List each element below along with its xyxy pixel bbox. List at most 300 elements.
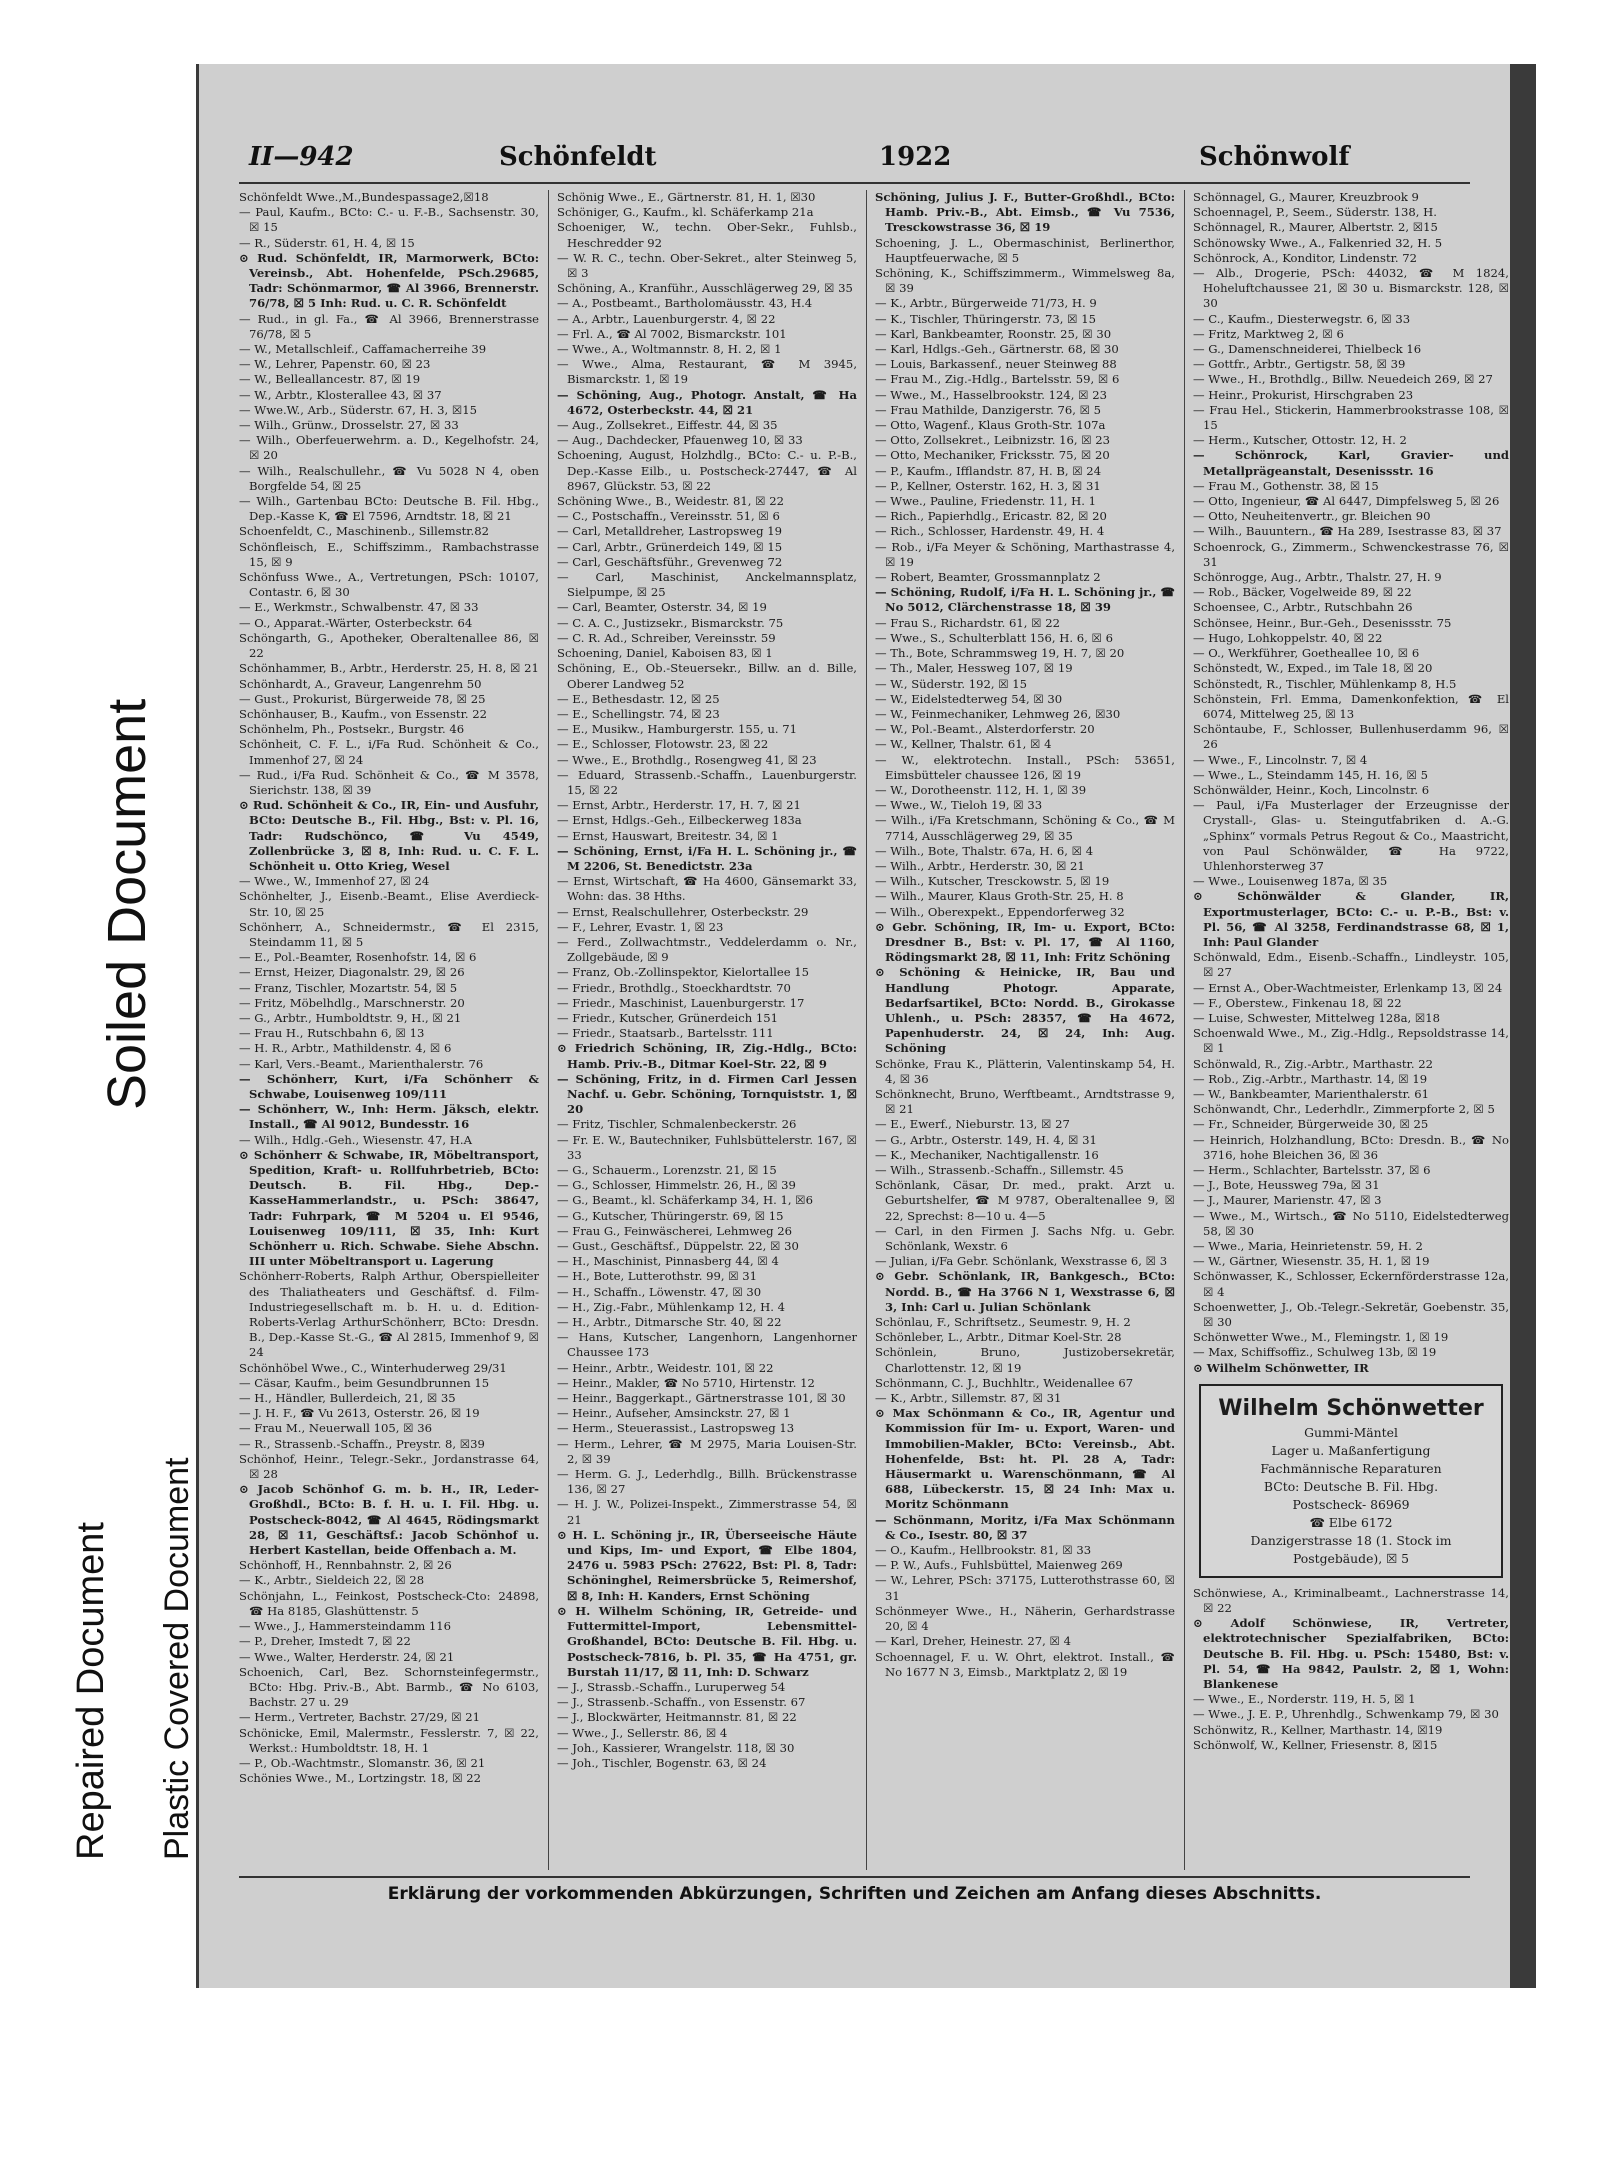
directory-entry: Schönfuss Wwe., A., Vertretungen, PSch: 10107, Contastr. 6, ☒ 30 [239, 570, 539, 600]
directory-entry: — H. J. W., Polizei-Inspekt., Zimmerstrasse 54, ☒ 21 [557, 1497, 857, 1527]
directory-entry: — Th., Bote, Schrammsweg 19, H. 7, ☒ 20 [875, 646, 1125, 661]
directory-entry: — W., Belleallancestr. 87, ☒ 19 [239, 372, 421, 387]
directory-entry: — Fritz, Möbelhdlg., Marschnerstr. 20 [239, 995, 465, 1010]
advertisement-lines [1207, 1424, 1495, 1568]
column-4-entries-after-ad [1193, 1586, 1509, 1753]
directory-entry: — Wilh., Strassenb.-Schaffn., Sillemstr. 45 [875, 1163, 1124, 1177]
directory-entry: — Frau S., Richardstr. 61, ☒ 22 [875, 615, 1060, 630]
directory-column-1 [239, 190, 539, 1870]
directory-entry: Schönwälder, Heinr., Koch, Lincolnstr. 6 [1193, 782, 1430, 797]
directory-entry: Schönies Wwe., M., Lortzingstr. 18, ☒ 22 [239, 1771, 482, 1786]
advertisement-line: Postscheck- 86969 [1292, 1496, 1410, 1512]
directory-entry: — W., Pol.-Beamt., Alsterdorferstr. 20 [875, 722, 1095, 737]
directory-entry: — Wwe., Walter, Herderstr. 24, ☒ 21 [239, 1649, 455, 1664]
directory-entry: ⊙ Gebr. Schöning, IR, Im- u. Export, BCto: Dresdner B., Bst: v. Pl. 17, ☎ Al 1160, Rödingsmarkt 28, ☒ 11, Inh: Fritz Schöning [875, 919, 1175, 965]
directory-entry: — Heinr., Baggerkapt., Gärtnerstrasse 101, ☒ 30 [557, 1391, 846, 1406]
directory-entry: — Wilh., Kutscher, Tresckowstr. 5, ☒ 19 [875, 874, 1110, 889]
directory-entry: — J., Maurer, Marienstr. 47, ☒ 3 [1193, 1193, 1382, 1208]
directory-entry: Schönwald, Edm., Eisenb.-Schaffn., Lindleystr. 105, ☒ 27 [1193, 950, 1509, 980]
directory-entry: — W., Arbtr., Klosterallee 43, ☒ 37 [239, 387, 442, 402]
advertisement-line: Gummi-Mäntel [1304, 1424, 1398, 1440]
directory-entry: — R., Strassenb.-Schaffn., Preystr. 8, ☒39 [239, 1436, 485, 1451]
directory-entry: — Heinr., Aufseher, Amsinckstr. 27, ☒ 1 [557, 1406, 791, 1421]
directory-entry: — Fritz, Marktweg 2, ☒ 6 [1193, 326, 1344, 341]
directory-entry: Schönfeldt Wwe.,M.,Bundespassage2,☒18 [239, 190, 489, 204]
directory-entry: Schoensee, C., Arbtr., Rutschbahn 26 [1193, 600, 1413, 615]
directory-entry: — Karl, Bankbeamter, Roonstr. 25, ☒ 30 [875, 326, 1112, 341]
directory-entry: — Friedr., Kutscher, Grünerdeich 151 [557, 1010, 779, 1025]
directory-entry: Schönwiese, A., Kriminalbeamt., Lachnerstrasse 14, ☒ 22 [1193, 1585, 1509, 1616]
directory-entry: ⊙ Gebr. Schönlank, IR, Bankgesch., BCto: Nordd. B., ☎ Ha 3766 N 1, Wexstrasse 6, ☒ 3, Inh: Carl u. Julian Schönlank [875, 1269, 1175, 1314]
directory-entry: Schönwolf, W., Kellner, Friesenstr. 8, ☒15 [1193, 1737, 1438, 1752]
directory-entry: — Wwe., W., Immenhof 27, ☒ 24 [239, 874, 430, 889]
directory-entry: — W., Metallschleif., Caffamacherreihe 39 [239, 342, 487, 357]
directory-entry: — Otto, Wagenf., Klaus Groth-Str. 107a [875, 418, 1106, 433]
directory-entry: — Wilh., Gartenbau BCto: Deutsche B. Fil. Hbg., Dep.-Kasse K, ☎ El 7596, Arndtstr. 18, ☒ 21 [239, 494, 539, 524]
directory-entry: — Ernst, Wirtschaft, ☎ Ha 4600, Gänsemarkt 33, Wohn: das. 38 Hths. [557, 874, 857, 904]
directory-entry: — H. R., Arbtr., Mathildenstr. 4, ☒ 6 [239, 1041, 452, 1056]
advertisement-line: ☎ Elbe 6172 [1309, 1514, 1393, 1530]
soiled-document-label: Soiled Document [97, 698, 157, 1110]
directory-entry: — Julian, i/Fa Gebr. Schönlank, Wexstrasse 6, ☒ 3 [875, 1254, 1168, 1269]
directory-entry: — R., Süderstr. 61, H. 4, ☒ 15 [239, 235, 415, 250]
repaired-document-label: Repaired Document [70, 1522, 112, 1860]
directory-entry: — C. R. Ad., Schreiber, Vereinsstr. 59 [557, 630, 776, 645]
directory-entry: — Robert, Beamter, Grossmannplatz 2 [875, 570, 1101, 585]
directory-entry: — O., Kaufm., Hellbrookstr. 81, ☒ 33 [875, 1543, 1092, 1558]
directory-entry: — Ernst, Hauswart, Breitestr. 34, ☒ 1 [557, 828, 779, 843]
directory-entry: ⊙ Max Schönmann & Co., IR, Agentur und Kommission für Im- u. Export, Waren- und Immobilien-Makler, BCto: Vereinsb., Abt. Hohenfelde, Bst: ht. Pl. 28 A, Tadr: Häusermarkt u. Warenschönmann, ☎ Al 688, Lübeckerstr. 15, ☒ 24 Inh: Max u. Moritz Schönmann [875, 1406, 1175, 1512]
directory-entry: — Gottfr., Arbtr., Gertigstr. 58, ☒ 39 [1193, 357, 1406, 372]
directory-entry: — Ernst, Hdlgs.-Geh., Eilbeckerweg 183a [557, 813, 802, 828]
directory-entry: — C., Postschaffn., Vereinsstr. 51, ☒ 6 [557, 509, 780, 524]
directory-entry: Schönrock, A., Konditor, Lindenstr. 72 [1193, 250, 1418, 265]
directory-entry: — E., Bethesdastr. 12, ☒ 25 [557, 691, 720, 706]
directory-entry: — Schönmann, Moritz, i/Fa Max Schönmann & Co., Isestr. 80, ☒ 37 [875, 1512, 1175, 1542]
directory-entry: Schöning Wwe., B., Weidestr. 81, ☒ 22 [557, 494, 784, 509]
directory-entry: — O., Werkführer, Goetheallee 10, ☒ 6 [1193, 646, 1420, 661]
directory-entry: — Wilh., Realschullehr., ☎ Vu 5028 N 4, oben Borgfelde 54, ☒ 25 [239, 463, 539, 493]
directory-entry: — H., Händler, Bullerdeich, 21, ☒ 35 [239, 1391, 456, 1406]
directory-entry: ⊙ Schönherr & Schwabe, IR, Möbeltransport, Spedition, Kraft- u. Rollfuhrbetrieb, BCto: Deutsch. B. Fil. Hbg., Dep.-KasseHammerlandstr., u. PSch: 38647, Tadr: Fuhrpark, ☎ M 5204 u. El 9546, Louisenweg 109/111, ☒ 35, Inh: Kurt Schönherr u. Rich. Schwabe. Siehe Abschn. III unter Möbeltransport u. Lagerung [239, 1147, 539, 1269]
directory-entry: — Rud., i/Fa Rud. Schönheit & Co., ☎ M 3578, Sierichstr. 138, ☒ 39 [239, 767, 539, 797]
directory-entry: — Wilh., i/Fa Kretschmann, Schöning & Co., ☎ M 7714, Ausschlägerweg 29, ☒ 35 [875, 813, 1175, 843]
directory-entry: — Wwe., A., Woltmannstr. 8, H. 2, ☒ 1 [557, 342, 782, 357]
directory-entry: — Otto, Mechaniker, Fricksstr. 75, ☒ 20 [875, 448, 1110, 463]
directory-entry: Schönhoff, H., Rennbahnstr. 2, ☒ 26 [239, 1558, 452, 1573]
directory-entry: Schönlein, Bruno, Justizobersekretär, Charlottenstr. 12, ☒ 19 [875, 1345, 1175, 1375]
directory-entry: Schönwald, R., Zig.-Arbtr., Marthastr. 22 [1193, 1056, 1433, 1071]
directory-column-3 [875, 190, 1175, 1870]
directory-entry: Schoening, Daniel, Kaboisen 83, ☒ 1 [557, 646, 773, 661]
directory-entry: — W., elektrotechn. Install., PSch: 53651, Eimsbütteler chaussee 126, ☒ 19 [875, 752, 1175, 782]
directory-entry: — Hans, Kutscher, Langenhorn, Langenhorner Chaussee 173 [557, 1330, 857, 1360]
directory-entry: — H., Bote, Lutterothstr. 99, ☒ 31 [557, 1269, 758, 1284]
plastic-covered-document-label: Plastic Covered Document [158, 1457, 196, 1860]
directory-entry: — Friedr., Maschinist, Lauenburgerstr. 17 [557, 995, 805, 1010]
directory-entry: — A., Arbtr., Lauenburgerstr. 4, ☒ 22 [557, 311, 776, 326]
directory-entry: Schöning, A., Kranführ., Ausschlägerweg 29, ☒ 35 [557, 281, 853, 296]
directory-entry: Schöngarth, G., Apotheker, Oberaltenallee 86, ☒ 22 [239, 630, 539, 661]
directory-entry: — Paul, Kaufm., BCto: C.- u. F.-B., Sachsenstr. 30, ☒ 15 [239, 205, 539, 235]
directory-entry: — P., Kaufm., Ifflandstr. 87, H. B, ☒ 24 [875, 463, 1102, 478]
directory-entry: — Th., Maler, Hessweg 107, ☒ 19 [875, 661, 1073, 676]
directory-entry: Schoennagel, P., Seem., Süderstr. 138, H. [1193, 205, 1437, 220]
directory-entry: Schoenfeldt, C., Maschinenb., Sillemstr.82 [239, 524, 489, 539]
directory-entry: — C. A. C., Justizsekr., Bismarckstr. 75 [557, 615, 784, 630]
directory-entry: Schönstedt, W., Exped., im Tale 18, ☒ 20 [1193, 661, 1433, 676]
directory-entry: — Otto, Ingenieur, ☎ Al 6447, Dimpfelsweg 5, ☒ 26 [1193, 494, 1500, 509]
advertisement-title: Wilhelm Schönwetter [1218, 1395, 1484, 1421]
directory-entry: — E., Schlosser, Flotowstr. 23, ☒ 22 [557, 737, 769, 752]
directory-entry: — O., Apparat.-Wärter, Osterbeckstr. 64 [239, 615, 473, 630]
directory-entry: — Rich., Papierhdlg., Ericastr. 82, ☒ 20 [875, 509, 1107, 524]
directory-entry: — E., Schellingstr. 74, ☒ 23 [557, 706, 720, 721]
directory-entry: — F., Oberstew., Finkenau 18, ☒ 22 [1193, 995, 1402, 1010]
directory-entry: — J., Strassb.-Schaffn., Luruperweg 54 [557, 1679, 786, 1694]
advertisement-line: Lager u. Maßanfertigung [1271, 1442, 1431, 1458]
header-first-word: Schönfeldt [499, 142, 657, 172]
directory-entry: — Rich., Schlosser, Hardenstr. 49, H. 4 [875, 524, 1105, 539]
directory-entry: — Heinr., Makler, ☎ No 5710, Hirtenstr. 12 [557, 1375, 815, 1390]
directory-entry: — Schönrock, Karl, Gravier- und Metallprägeanstalt, Desenissstr. 16 [1193, 448, 1509, 478]
directory-entry: Schönnagel, G., Maurer, Kreuzbrook 9 [1193, 190, 1419, 204]
directory-entry: — W., Kellner, Thalstr. 61, ☒ 4 [875, 737, 1052, 752]
directory-entry: — Herm., Lehrer, ☎ M 2975, Maria Louisen-Str. 2, ☒ 39 [557, 1436, 857, 1466]
directory-entry: — P., Dreher, Imstedt 7, ☒ 22 [239, 1634, 411, 1649]
directory-entry: Schönhelm, Ph., Postsekr., Burgstr. 46 [239, 722, 465, 737]
directory-entry: Schöntaube, F., Schlosser, Bullenhuserdamm 96, ☒ 26 [1193, 722, 1509, 752]
directory-entry: — J., Strassenb.-Schaffn., von Essenstr. 67 [557, 1695, 806, 1710]
directory-entry: — Wilh., Hdlg.-Geh., Wiesenstr. 47, H.A [239, 1132, 472, 1147]
directory-entry: — G., Schlosser, Himmelstr. 26, H., ☒ 39 [557, 1178, 796, 1193]
directory-entry: Schoenwetter, J., Ob.-Telegr.-Sekretär, Goebenstr. 35, ☒ 30 [1193, 1299, 1509, 1330]
directory-entry: — Herm., Kutscher, Ottostr. 12, H. 2 [1193, 433, 1407, 448]
directory-entry: Schoenrock, G., Zimmerm., Schwenckestrasse 76, ☒ 31 [1193, 539, 1509, 569]
directory-entry: — Frau M., Gothenstr. 38, ☒ 15 [1193, 478, 1379, 493]
directory-entry: ⊙ Wilhelm Schönwetter, IR [1193, 1360, 1369, 1375]
directory-entry: Schönherr, A., Schneidermstr., ☎ El 2315, Steindamm 11, ☒ 5 [239, 919, 539, 949]
directory-entry: — J., Bote, Heussweg 79a, ☒ 31 [1193, 1178, 1380, 1193]
directory-entry: — C., Kaufm., Diesterwegstr. 6, ☒ 33 [1193, 311, 1411, 326]
directory-entry: ⊙ Rud. Schönheit & Co., IR, Ein- und Ausfuhr, BCto: Deutsche B., Fil. Hbg., Bst: v. Pl. 16, Tadr: Rudschönco, ☎ Vu 4549, Zollenbrücke 3, ☒ 8, Inh: Rud. u. C. F. L. Schönheit u. Otto Krieg, Wesel [239, 798, 539, 873]
directory-entry: — E., Werkmstr., Schwalbenstr. 47, ☒ 33 [239, 600, 479, 615]
directory-entry: — Rob., i/Fa Meyer & Schöning, Marthastrasse 4, ☒ 19 [875, 539, 1175, 569]
directory-entry: — Heinr., Arbtr., Weidestr. 101, ☒ 22 [557, 1360, 774, 1375]
directory-entry: Schönicke, Emil, Malermstr., Fesslerstr. 7, ☒ 22, Werkst.: Humboldtstr. 18, H. 1 [239, 1725, 539, 1755]
directory-entry: — Carl, Arbtr., Grünerdeich 149, ☒ 15 [557, 539, 783, 554]
directory-entry: — Aug., Dachdecker, Pfauenweg 10, ☒ 33 [557, 433, 803, 448]
directory-entry: — K., Arbtr., Bürgerweide 71/73, H. 9 [875, 296, 1097, 311]
directory-entry: Schönherr-Roberts, Ralph Arthur, Oberspielleiter des Thaliatheaters und Geschäftsf. d. Film-Industriegesellschaft m. b. H. u. d. Edition-Roberts-Verlag ArthurSchönherr, BCto: Dresdn. B., Dep.-Kasse St.-G., ☎ Al 2815, Immenhof 9, ☒ 24 [239, 1269, 539, 1360]
directory-entry: Schönstein, Frl. Emma, Damenkonfektion, ☎ El 6074, Mittelweg 25, ☒ 13 [1193, 691, 1509, 721]
directory-entry: — W., Dorotheenstr. 112, H. 1, ☒ 39 [875, 782, 1087, 797]
directory-entry: Schöning, Julius J. F., Butter-Großhdl., BCto: Hamb. Priv.-B., Abt. Eimsb., ☎ Vu 7536, Tresckowstrasse 36, ☒ 19 [875, 190, 1175, 235]
directory-entry: Schönwitz, R., Kellner, Marthastr. 14, ☒19 [1193, 1722, 1443, 1737]
column-4-entries [1193, 190, 1509, 1376]
directory-entry: — Wwe., M., Hasselbrookstr. 124, ☒ 23 [875, 387, 1107, 402]
directory-entry: — W., Feinmechaniker, Lehmweg 26, ☒30 [875, 706, 1121, 721]
directory-entry: — J., Blockwärter, Heitmannstr. 81, ☒ 22 [557, 1710, 797, 1725]
directory-entry: — Schöning, Rudolf, i/Fa H. L. Schöning jr., ☎ No 5012, Clärchenstrasse 18, ☒ 39 [875, 585, 1175, 615]
directory-entry: — Schöning, Ernst, i/Fa H. L. Schöning jr., ☎ M 2206, St. Benedictstr. 23a [557, 843, 857, 873]
directory-entry: — Carl, in den Firmen J. Sachs Nfg. u. Gebr. Schönlank, Wexstr. 6 [875, 1223, 1175, 1254]
directory-entry: Schönrogge, Aug., Arbtr., Thalstr. 27, H. 9 [1193, 570, 1442, 585]
directory-entry: — Wwe., J., Hammersteindamm 116 [239, 1619, 452, 1634]
directory-entry: — G., Arbtr., Osterstr. 149, H. 4, ☒ 31 [875, 1132, 1097, 1147]
directory-entry: — Rud., in gl. Fa., ☎ Al 3966, Brennerstrasse 76/78, ☒ 5 [239, 311, 539, 341]
directory-entry: Schoening, J. L., Obermaschinist, Berlinerthor, Hauptfeuerwache, ☒ 5 [875, 235, 1175, 265]
directory-entry: — Fritz, Tischler, Schmalenbeckerstr. 26 [557, 1117, 797, 1132]
footer-rule [239, 1876, 1470, 1878]
advertisement-line: Danzigerstrasse 18 (1. Stock im Postgebäude), ☒ 5 [1250, 1532, 1452, 1566]
directory-entry: — Herm., Vertreter, Bachstr. 27/29, ☒ 21 [239, 1710, 481, 1725]
directory-entry: — Friedr., Brothdlg., Stoeckhardtstr. 70 [557, 980, 791, 995]
directory-entry: — Gust., Geschäftsf., Düppelstr. 22, ☒ 30 [557, 1239, 799, 1254]
directory-entry: — Franz, Tischler, Mozartstr. 54, ☒ 5 [239, 980, 458, 995]
directory-entry: — Wilh., Maurer, Klaus Groth-Str. 25, H. 8 [875, 889, 1124, 904]
directory-entry: — W., Süderstr. 192, ☒ 15 [875, 676, 1028, 691]
directory-entry: — Wwe., L., Steindamm 145, H. 16, ☒ 5 [1193, 767, 1428, 782]
directory-entry: — P. W., Aufs., Fuhlsbüttel, Maienweg 269 [875, 1558, 1123, 1573]
directory-entry: — Frau Hel., Stickerin, Hammerbrookstrasse 108, ☒ 15 [1193, 402, 1509, 433]
directory-entry: Schönheit, C. F. L., i/Fa Rud. Schönheit & Co., Immenhof 27, ☒ 24 [239, 737, 539, 767]
directory-entry: — Hugo, Lohkoppelstr. 40, ☒ 22 [1193, 630, 1383, 645]
directory-entry: Schönmann, C. J., Buchhltr., Weidenallee 67 [875, 1375, 1134, 1390]
directory-entry: Schönwasser, K., Schlosser, Eckernförderstrasse 12a, ☒ 4 [1193, 1269, 1509, 1299]
directory-entry: — K., Tischler, Thüringerstr. 73, ☒ 15 [875, 311, 1096, 326]
directory-entry: — Heinrich, Holzhandlung, BCto: Dresdn. B., ☎ No 3716, hohe Bleichen 36, ☒ 36 [1193, 1132, 1509, 1162]
directory-entry: — Rob., Zig.-Arbtr., Marthastr. 14, ☒ 19 [1193, 1071, 1428, 1086]
directory-entry: Schoenich, Carl, Bez. Schornsteinfegermstr., BCto: Hbg. Priv.-B., Abt. Barmb., ☎ No 6103, Bachstr. 27 u. 29 [239, 1664, 539, 1710]
directory-entry: — Karl, Hdlgs.-Geh., Gärtnerstr. 68, ☒ 30 [875, 342, 1119, 357]
directory-entry: — Carl, Geschäftsführ., Grevenweg 72 [557, 554, 783, 569]
directory-entry: ⊙ Schöning & Heinicke, IR, Bau und Handlung Photogr. Apparate, Bedarfsartikel, BCto: Nordd. B., Girokasse Uhlenh., u. PSch: 28357, ☎ Ha 4672, Papenhuderstr. 24, ☒ 24, Inh: Aug. Schöning [875, 965, 1175, 1056]
directory-entry: — W., Lehrer, Papenstr. 60, ☒ 23 [239, 357, 431, 372]
directory-entry: Schönknecht, Bruno, Werftbeamt., Arndtstrasse 9, ☒ 21 [875, 1086, 1175, 1117]
directory-entry: — Friedr., Staatsarb., Bartelsstr. 111 [557, 1026, 774, 1041]
directory-entry: — Frl. A., ☎ Al 7002, Bismarckstr. 101 [557, 326, 787, 341]
directory-entry: — Herm., Schlachter, Bartelsstr. 37, ☒ 6 [1193, 1163, 1431, 1177]
directory-entry: Schönhammer, B., Arbtr., Herderstr. 25, H. 8, ☒ 21 [239, 661, 539, 676]
header-last-word: Schönwolf [1199, 142, 1350, 172]
directory-entry: — G., Schauerm., Lorenzstr. 21, ☒ 15 [557, 1163, 777, 1177]
directory-entry: — Schönherr, W., Inh: Herm. Jäksch, elektr. Install., ☎ Al 9012, Bundesstr. 16 [239, 1102, 539, 1132]
directory-entry: Schönnagel, R., Maurer, Albertstr. 2, ☒15 [1193, 220, 1438, 235]
directory-entry: — W., Eidelstedterweg 54, ☒ 30 [875, 691, 1063, 706]
directory-entry: ⊙ Schönwälder & Glander, IR, Exportmusterlager, BCto: C.- u. P.-B., Bst: v. Pl. 56, ☎ Al 3258, Ferdinandstrasse 68, ☒ 1, Inh: Paul Glander [1193, 889, 1509, 949]
directory-entry: Schönjahn, L., Feinkost, Postscheck-Cto: 24898, ☎ Ha 8185, Glashüttenstr. 5 [239, 1588, 539, 1618]
directory-entry: Schönig Wwe., E., Gärtnerstr. 81, H. 1, ☒30 [557, 190, 816, 204]
directory-entry: — Wwe., H., Brothdlg., Billw. Neuedeich 269, ☒ 27 [1193, 372, 1493, 387]
directory-entry: — Wwe., J., Sellerstr. 86, ☒ 4 [557, 1725, 728, 1740]
abbreviations-note: Erklärung der vorkommenden Abkürzungen, Schriften und Zeichen am Anfang dieses Abschnitts. [387, 1884, 1322, 1904]
directory-entry: — Cäsar, Kaufm., beim Gesundbrunnen 15 [239, 1375, 490, 1390]
column-divider [866, 190, 867, 1870]
directory-entry: — Frau Mathilde, Danzigerstr. 76, ☒ 5 [875, 402, 1102, 417]
header-rule [239, 182, 1470, 184]
directory-entry: — Wwe., S., Schulterblatt 156, H. 6, ☒ 6 [875, 630, 1113, 645]
directory-entry: — G., Arbtr., Humboldtstr. 9, H., ☒ 21 [239, 1010, 462, 1025]
directory-entry: — P., Kellner, Osterstr. 162, H. 3, ☒ 31 [875, 478, 1101, 493]
directory-entry: — Wilh., Oberexpekt., Eppendorferweg 32 [875, 904, 1125, 919]
directory-entry: — Ernst, Realschullehrer, Osterbeckstr. 29 [557, 904, 809, 919]
directory-entry: — Heinr., Prokurist, Hirschgraben 23 [1193, 387, 1414, 402]
directory-entry: — Frau M., Zig.-Hdlg., Bartelsstr. 59, ☒ 6 [875, 372, 1120, 387]
directory-entry: Schöning, E., Ob.-Steuersekr., Billw. an d. Bille, Oberer Landweg 52 [557, 661, 857, 691]
directory-entry: Schönhardt, A., Graveur, Langenrehm 50 [239, 676, 482, 691]
directory-entry: Schoenwald Wwe., M., Zig.-Hdlg., Repsoldstrasse 14, ☒ 1 [1193, 1026, 1509, 1056]
directory-entry: — K., Mechaniker, Nachtigallenstr. 16 [875, 1147, 1099, 1162]
directory-entry: — Wwe., Alma, Restaurant, ☎ M 3945, Bismarckstr. 1, ☒ 19 [557, 357, 857, 387]
directory-entry: — Max, Schiffsoffiz., Schulweg 13b, ☒ 19 [1193, 1345, 1437, 1360]
directory-entry: — Aug., Zollsekret., Eiffestr. 44, ☒ 35 [557, 418, 778, 433]
directory-entry: — Wwe., Maria, Heinrietenstr. 59, H. 2 [1193, 1239, 1423, 1254]
directory-entry: Schöniger, G., Kaufm., kl. Schäferkamp 21a [557, 205, 814, 220]
directory-entry: Schönlank, Cäsar, Dr. med., prakt. Arzt u. Geburtshelfer, ☎ M 9787, Oberaltenallee 9, ☒ 22, Sprechst: 8—10 u. 4—5 [875, 1178, 1175, 1223]
directory-entry: — Herm., Steuerassist., Lastropsweg 13 [557, 1421, 795, 1436]
directory-entry: — Wilh., Arbtr., Herderstr. 30, ☒ 21 [875, 858, 1085, 873]
directory-entry: — Otto, Neuheitenvertr., gr. Bleichen 90 [1193, 509, 1431, 524]
directory-entry: — Schönherr, Kurt, i/Fa Schönherr & Schwabe, Louisenweg 109/111 [239, 1071, 539, 1101]
directory-entry: — H., Arbtr., Ditmarsche Str. 40, ☒ 22 [557, 1315, 782, 1330]
directory-columns [239, 190, 1509, 1870]
directory-entry: — F., Lehrer, Evastr. 1, ☒ 23 [557, 919, 724, 934]
directory-entry: — W., Bankbeamter, Marienthalerstr. 61 [1193, 1086, 1430, 1101]
directory-entry: — Joh., Kassierer, Wrangelstr. 118, ☒ 30 [557, 1740, 795, 1755]
directory-entry: — Herm. G. J., Lederhdlg., Billh. Brückenstrasse 136, ☒ 27 [557, 1467, 857, 1497]
directory-entry: — E., Ewerf., Nieburstr. 13, ☒ 27 [875, 1117, 1070, 1132]
directory-entry: Schönwetter Wwe., M., Flemingstr. 1, ☒ 19 [1193, 1330, 1449, 1345]
directory-entry: Schoeniger, W., techn. Ober-Sekr., Fuhlsb., Heschredder 92 [557, 220, 857, 250]
directory-entry: — K., Arbtr., Sieldeich 22, ☒ 28 [239, 1573, 425, 1588]
directory-entry: — E., Pol.-Beamter, Rosenhofstr. 14, ☒ 6 [239, 950, 477, 965]
directory-entry: — Wwe., Pauline, Friedenstr. 11, H. 1 [875, 494, 1096, 509]
directory-entry: Schönhof, Heinr., Telegr.-Sekr., Jordanstrasse 64, ☒ 28 [239, 1451, 539, 1482]
directory-entry: Schoennagel, F. u. W. Ohrt, elektrot. Install., ☎ No 1677 N 3, Eimsb., Marktplatz 2, ☒ 19 [875, 1649, 1175, 1679]
directory-entry: — G., Beamt., kl. Schäferkamp 34, H. 1, ☒6 [557, 1193, 813, 1208]
directory-entry: — Franz, Ob.-Zollinspektor, Kielortallee 15 [557, 965, 810, 980]
directory-entry: — Frau G., Feinwäscherei, Lehmweg 26 [557, 1223, 793, 1238]
directory-entry: ⊙ Rud. Schönfeldt, IR, Marmorwerk, BCto: Vereinsb., Abt. Hohenfelde, PSch.29685, Tadr: Schönmarmor, ☎ Al 3966, Brennerstr. 76/78, ☒ 5 Inh: Rud. u. C. R. Schönfeldt [239, 250, 539, 311]
directory-entry: — Carl, Maschinist, Anckelmannsplatz, Sielpumpe, ☒ 25 [557, 570, 857, 600]
directory-entry: Schönke, Frau K., Plätterin, Valentinskamp 54, H. 4, ☒ 36 [875, 1056, 1175, 1086]
directory-entry: — Wilh., Bauuntern., ☎ Ha 289, Isestrasse 83, ☒ 37 [1193, 524, 1502, 539]
directory-entry: — Alb., Drogerie, PSch: 44032, ☎ M 1824, Hoheluftchaussee 21, ☒ 30 u. Bismarckstr. 128, ☒ 30 [1193, 266, 1509, 311]
directory-entry: — Louis, Barkassenf., neuer Steinweg 88 [875, 357, 1117, 372]
directory-entry: — Wwe., Louisenweg 187a, ☒ 35 [1193, 874, 1388, 889]
advertisement-line: Fachmännische Reparaturen [1260, 1460, 1442, 1476]
directory-entry: — Wwe., J. E. P., Uhrenhdlg., Schwenkamp 79, ☒ 30 [1193, 1707, 1499, 1722]
directory-entry: — Wwe., W., Tieloh 19, ☒ 33 [875, 798, 1043, 813]
directory-entry: — G., Kutscher, Thüringerstr. 69, ☒ 15 [557, 1208, 784, 1223]
directory-entry: Schöning, K., Schiffszimmerm., Wimmelsweg 8a, ☒ 39 [875, 266, 1175, 296]
directory-entry: ⊙ Friedrich Schöning, IR, Zig.-Hdlg., BCto: Hamb. Priv.-B., Ditmar Koel-Str. 22, ☒ 9 [557, 1041, 857, 1071]
directory-entry: — P., Ob.-Wachtmstr., Slomanstr. 36, ☒ 21 [239, 1755, 486, 1770]
column-divider [1184, 190, 1185, 1870]
directory-entry: Schönowsky Wwe., A., Falkenried 32, H. 5 [1193, 235, 1443, 250]
directory-entry: — Wwe.W., Arb., Süderstr. 67, H. 3, ☒15 [239, 402, 477, 417]
directory-entry: Schönhelter, J., Eisenb.-Beamt., Elise Averdieck-Str. 10, ☒ 25 [239, 889, 539, 919]
directory-entry: — Wwe., E., Norderstr. 119, H. 5, ☒ 1 [1193, 1692, 1416, 1707]
directory-entry: — Otto, Zollsekret., Leibnizstr. 16, ☒ 23 [875, 433, 1111, 448]
directory-entry: ⊙ Jacob Schönhof G. m. b. H., IR, Leder-Großhdl., BCto: B. f. H. u. I. Fil. Hbg. u. Postscheck-8042, ☎ Al 4645, Rödingsmarkt 28, ☒ 11, Geschäftsf.: Jacob Schönhof u. Herbert Kastellan, beide Offenbach a. M. [239, 1482, 539, 1558]
directory-entry: — Ernst, Arbtr., Herderstr. 17, H. 7, ☒ 21 [557, 798, 801, 813]
directory-entry: ⊙ H. L. Schöning jr., IR, Überseeische Häute und Kips, Im- und Export, ☎ Elbe 1804, 2476 u. 5983 PSch: 27622, Bst: Pl. 8, Tadr: Schöninghel, Reimersbrücke 5, Reimershof, ☒ 8, Inh: H. Kanders, Ernst Schöning [557, 1527, 857, 1603]
directory-column-2 [557, 190, 857, 1870]
page-header [239, 142, 1470, 182]
advertisement-line: BCto: Deutsche B. Fil. Hbg. [1263, 1478, 1439, 1494]
directory-entry: — H., Schaffn., Löwenstr. 47, ☒ 30 [557, 1284, 762, 1299]
directory-entry: — Frau H., Rutschbahn 6, ☒ 13 [239, 1026, 425, 1041]
directory-entry: — Rob., Bäcker, Vogelweide 89, ☒ 22 [1193, 585, 1412, 600]
directory-entry: — A., Postbeamt., Bartholomäusstr. 43, H.4 [557, 296, 813, 311]
directory-entry: — Carl, Metalldreher, Lastropsweg 19 [557, 524, 782, 539]
directory-entry: ⊙ Adolf Schönwiese, IR, Vertreter, elektrotechnischer Spezialfabriken, BCto: Deutsche B. Fil. Hbg. u. PSch: 15480, Bst: v. Pl. 54, ☎ Ha 9842, Paulstr. 2, ☒ 1, Wohn: Blankenese [1193, 1616, 1509, 1692]
directory-entry: ⊙ H. Wilhelm Schöning, IR, Getreide- und Futtermittel-Import, Lebensmittel-Großhandel, BCto: Deutsche B. Fil. Hbg. u. Postscheck-7816, b. Pl. 35, ☎ Ha 4751, gr. Burstah 11/17, ☒ 11, Inh: D. Schwarz [557, 1603, 857, 1679]
directory-entry: Schoening, August, Holzhdlg., BCto: C.- u. P.-B., Dep.-Kasse Eilb., u. Postscheck-27447, ☎ Al 8967, Glückstr. 53, ☒ 22 [557, 448, 857, 493]
directory-entry: — Eduard, Strassenb.-Schaffn., Lauenburgerstr. 15, ☒ 22 [557, 767, 857, 797]
directory-entry: — W. R. C., techn. Ober-Sekret., alter Steinweg 5, ☒ 3 [557, 250, 857, 281]
directory-entry: — Ferd., Zollwachtmstr., Veddelerdamm o. Nr., Zollgebäude, ☒ 9 [557, 934, 857, 965]
directory-entry: — K., Arbtr., Sillemstr. 87, ☒ 31 [875, 1391, 1062, 1406]
directory-entry: Schönmeyer Wwe., H., Näherin, Gerhardstrasse 20, ☒ 4 [875, 1603, 1175, 1634]
directory-entry: — Karl, Vers.-Beamt., Marienthalerstr. 76 [239, 1056, 484, 1071]
directory-entry: Schönhöbel Wwe., C., Winterhuderweg 29/31 [239, 1360, 507, 1375]
directory-entry: — Fr., Schneider, Bürgerweide 30, ☒ 25 [1193, 1117, 1429, 1132]
directory-entry: Schönleber, L., Arbtr., Ditmar Koel-Str. 28 [875, 1330, 1122, 1345]
directory-entry: Schönwandt, Chr., Lederhdlr., Zimmerpforte 2, ☒ 5 [1193, 1102, 1495, 1117]
directory-entry: — Carl, Beamter, Osterstr. 34, ☒ 19 [557, 600, 767, 615]
directory-entry: — Paul, i/Fa Musterlager der Erzeugnisse der Crystall-, Glas- u. Steingutfabriken d. A.-G. „Sphinx“ vormals Petrus Regout & Co., Maastricht, von Paul Schönwälder, ☎ Ha 9722, Uhlenhorsterweg 37 [1193, 798, 1509, 873]
directory-entry: Schönlau, F., Schriftsetz., Seumestr. 9, H. 2 [875, 1315, 1131, 1330]
directory-entry: Schönhauser, B., Kaufm., von Essenstr. 22 [239, 706, 487, 721]
directory-entry: Schönsee, Heinr., Bur.-Geh., Desenissstr. 75 [1193, 615, 1452, 630]
directory-page [196, 64, 1536, 1988]
directory-entry: — Wilh., Grünw., Drosselstr. 27, ☒ 33 [239, 418, 459, 433]
directory-entry: — Wwe., M., Wirtsch., ☎ No 5110, Eidelstedterweg 58, ☒ 30 [1193, 1208, 1509, 1238]
directory-entry: — E., Musikw., Hamburgerstr. 155, u. 71 [557, 722, 798, 737]
directory-entry: — Wwe., E., Brothdlg., Rosengweg 41, ☒ 23 [557, 752, 817, 767]
directory-entry: — Gust., Prokurist, Bürgerweide 78, ☒ 25 [239, 691, 486, 706]
directory-entry: — W., Gärtner, Wiesenstr. 35, H. 1, ☒ 19 [1193, 1254, 1430, 1269]
directory-entry: — Frau M., Neuerwall 105, ☒ 36 [239, 1421, 433, 1436]
directory-entry: — Wilh., Bote, Thalstr. 67a, H. 6, ☒ 4 [875, 843, 1094, 858]
directory-entry: — W., Lehrer, PSch: 37175, Lutterothstrasse 60, ☒ 31 [875, 1573, 1175, 1603]
directory-entry: — J. H. F., ☎ Vu 2613, Osterstr. 26, ☒ 19 [239, 1406, 480, 1421]
directory-entry: — Karl, Dreher, Heinestr. 27, ☒ 4 [875, 1634, 1071, 1649]
directory-entry: — G., Damenschneiderei, Thielbeck 16 [1193, 342, 1422, 357]
directory-entry: — H., Zig.-Fabr., Mühlenkamp 12, H. 4 [557, 1299, 786, 1314]
page-number: II—942 [249, 142, 354, 172]
directory-entry: — Luise, Schwester, Mittelweg 128a, ☒18 [1193, 1010, 1441, 1025]
directory-entry: — Joh., Tischler, Bogenstr. 63, ☒ 24 [557, 1755, 767, 1770]
directory-entry: — Schöning, Aug., Photogr. Anstalt, ☎ Ha 4672, Osterbeckstr. 44, ☒ 21 [557, 387, 857, 417]
directory-entry: Schönstedt, R., Tischler, Mühlenkamp 8, H.5 [1193, 676, 1457, 691]
directory-entry: Schönfleisch, E., Schiffszimm., Rambachstrasse 15, ☒ 9 [239, 539, 539, 569]
directory-entry: — H., Maschinist, Pinnasberg 44, ☒ 4 [557, 1254, 779, 1269]
header-year: 1922 [879, 142, 952, 172]
directory-entry: — Ernst A., Ober-Wachtmeister, Erlenkamp 13, ☒ 24 [1193, 980, 1503, 995]
directory-entry: — Wwe., F., Lincolnstr. 7, ☒ 4 [1193, 752, 1368, 767]
directory-column-4 [1193, 190, 1509, 1870]
directory-entry: — Ernst, Heizer, Diagonalstr. 29, ☒ 26 [239, 965, 465, 980]
advertisement-box [1199, 1384, 1503, 1578]
column-divider [548, 190, 549, 1870]
directory-entry: — Schöning, Fritz, in d. Firmen Carl Jessen Nachf. u. Gebr. Schöning, Tornquiststr. 1, ☒ 20 [557, 1071, 857, 1117]
directory-entry: — Fr. E. W., Bautechniker, Fuhlsbüttelerstr. 167, ☒ 33 [557, 1132, 857, 1162]
directory-entry: — Wilh., Oberfeuerwehrm. a. D., Kegelhofstr. 24, ☒ 20 [239, 433, 539, 463]
